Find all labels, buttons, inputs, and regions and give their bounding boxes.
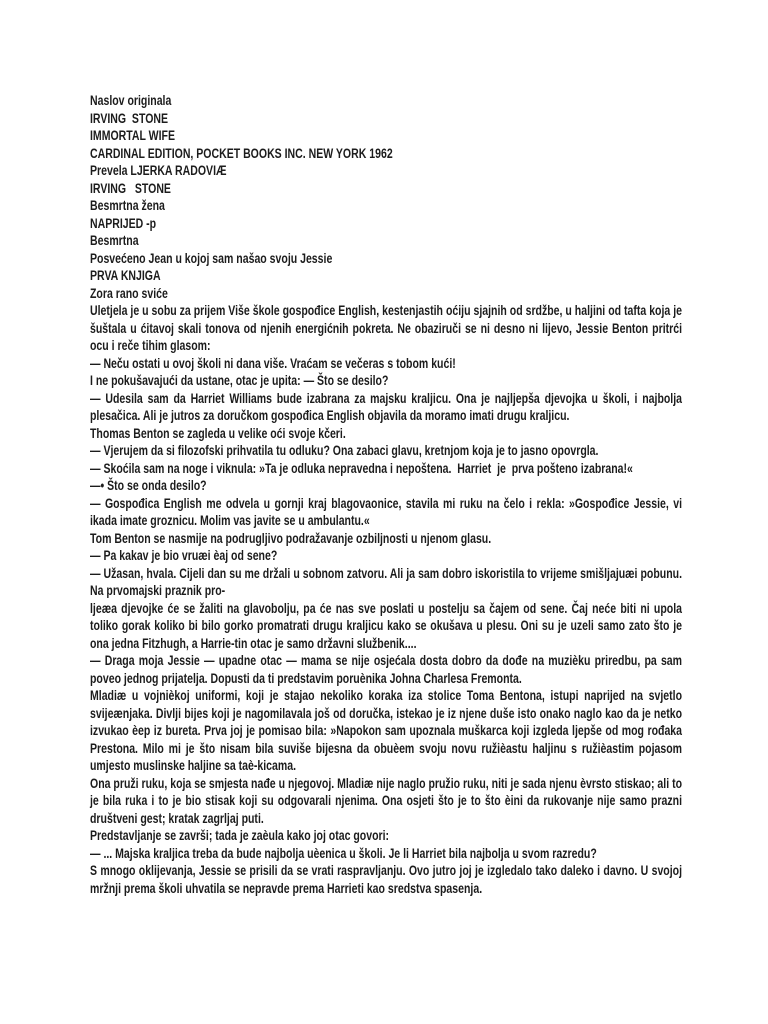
paragraph-17: Predstavljanje se završi; tada je zaèula kako joj otac govori: bbox=[90, 828, 390, 843]
paragraph-1: Uletjela je u sobu za prijem Više škole gospođice English, kestenjastih oćiju sjajnih od srdžbe, u haljini od tafta koja je šuštala u ćitavoj skali tonova od njenih energićnih pokreta. Ne obaziruči se ni desno ni lijevo, Jessie Benton pritrći ocu i reče tihim glasom: bbox=[90, 303, 685, 353]
paragraph-3: I ne pokušavajući da ustane, otac je upita: — Što se desilo? bbox=[90, 373, 389, 388]
paragraph-14: — Draga moja Jessie — upadne otac — mama se nije osjećala dosta dobro da dođe na muzièku priredbu, pa sam poveo jednog prijatelja. Dopusti da ti predstavim poruènika Johna Charlesa Fremonta. bbox=[90, 653, 685, 686]
front-matter-line-9: Besmrtna bbox=[90, 233, 139, 248]
paragraph-16: Ona pruži ruku, koja se smjesta nađe u njegovoj. Mladiæ nije naglo pružio ruku, niti je sada njenu èvrsto stiskao; ali to je bila ruka i to je bio stisak koji su odgovarali njenima. Ona osjeti što je to što èini da rukovanje nije samo prazni društveni gest; kratak zagrljaj puti. bbox=[90, 775, 685, 826]
front-matter-line-4: CARDINAL EDITION, POCKET BOOKS INC. NEW YORK 1962 bbox=[90, 145, 393, 161]
paragraph-6: — Vjerujem da si filozofski prihvatila tu odluku? Ona zabaci glavu, kretnjom koja je to jasno opovrgla. bbox=[90, 443, 599, 458]
paragraph-2: — Neču ostati u ovoj školi ni dana više. Vraćam se večeras s tobom kući! bbox=[90, 355, 456, 371]
paragraph-7: — Skoćila sam na noge i viknula: »Ta je odluka nepravedna i nepoštena. Harriet je prva pošteno izabrana!« bbox=[90, 460, 633, 476]
front-matter-line-12: Zora rano sviće bbox=[90, 285, 168, 301]
front-matter-line-5: Prevela LJERKA RADOVIÆ bbox=[90, 163, 227, 178]
front-matter-line-2: IRVING STONE bbox=[90, 110, 169, 126]
paragraph-11: — Pa kakav je bio vruæi èaj od sene? bbox=[90, 548, 278, 563]
front-matter-line-1: Naslov originala bbox=[90, 93, 172, 108]
paragraph-13: ljeæa djevojke će se žaliti na glavobolju, pa će nas sve poslati u postelju sa čajem od sene. Čaj neće biti ni upola toliko gorak koliko bi bilo gorko promatrati drugu kraljicu kako se okušava u plesu. Oni su je uzeli samo zato što je ona jedna Fitzhugh, a Harrie-tin otac je samo državni službenik.... bbox=[90, 600, 685, 651]
front-matter-line-6: IRVING STONE bbox=[90, 180, 171, 196]
paragraph-19: S mnogo oklijevanja, Jessie se prisili da se vrati raspravljanju. Ovo jutro joj je izgledalo tako daleko i davno. U svojoj mržnji prema školi uhvatila se nepravde prema Harrieti kao sredstva spasenja. bbox=[90, 863, 685, 896]
front-matter-line-10: Posvećeno Jean u kojoj sam našao svoju Jessie bbox=[90, 250, 333, 266]
paragraph-5: Thomas Benton se zagleda u velike oći svoje kčeri. bbox=[90, 425, 346, 441]
front-matter-line-7: Besmrtna žena bbox=[90, 198, 165, 213]
front-matter-line-8: NAPRIJED -p bbox=[90, 215, 157, 231]
paragraph-15: Mladiæ u vojnièkoj uniformi, koji je stajao nekoliko koraka iza stolice Toma Bentona, istupi naprijed na svjetlo svijeænjaka. Divlji bijes koji je nagomilavala još od doručka, istekao je iz njene duše isto onako naglo kao da je netko izvukao èep iz bureta. Prva joj je pomisao bila: »Napokon sam upoznala muškarca koji izgleda ljepše od mog rođaka Prestona. Milo mi je što nisam bila suviše bijesna da obuèem svoju novu ružièastu haljinu s ružièastim pojasom umjesto muslinske haljine sa taè-kicama. bbox=[90, 688, 685, 773]
paragraph-8: —• Što se onda desilo? bbox=[90, 478, 207, 493]
paragraph-4: — Udesila sam da Harriet Williams bude izabrana za majsku kraljicu. Ona je najljepša djevojka u školi, i najbolja plesačica. Ali je jutros za doručkom gospođica English objavila da moramo imati drugu kraljicu. bbox=[90, 390, 685, 423]
paragraph-12: — Užasan, hvala. Cijeli dan su me držali u sobnom zatvoru. Ali ja sam dobro iskoristila to vrijeme smišljajuæi pobunu. Na prvomajski praznik pro- bbox=[90, 565, 685, 598]
document-text bbox=[90, 92, 685, 897]
paragraph-10: Tom Benton se nasmije na podrugljivo podražavanje ozbiljnosti u njenom glasu. bbox=[90, 530, 492, 546]
front-matter-line-11: PRVA KNJIGA bbox=[90, 268, 161, 283]
front-matter-line-3: IMMORTAL WIFE bbox=[90, 128, 176, 143]
paragraph-9: — Gospođica English me odvela u gornji kraj blagovaonice, stavila mi ruku na čelo i rekla: »Gospođice Jessie, vi ikada imate groznicu. Molim vas javite se u ambulantu.« bbox=[90, 495, 685, 528]
paragraph-18: — ... Majska kraljica treba da bude najbolja uèenica u školi. Je li Harriet bila najbolja u svom razredu? bbox=[90, 845, 597, 861]
